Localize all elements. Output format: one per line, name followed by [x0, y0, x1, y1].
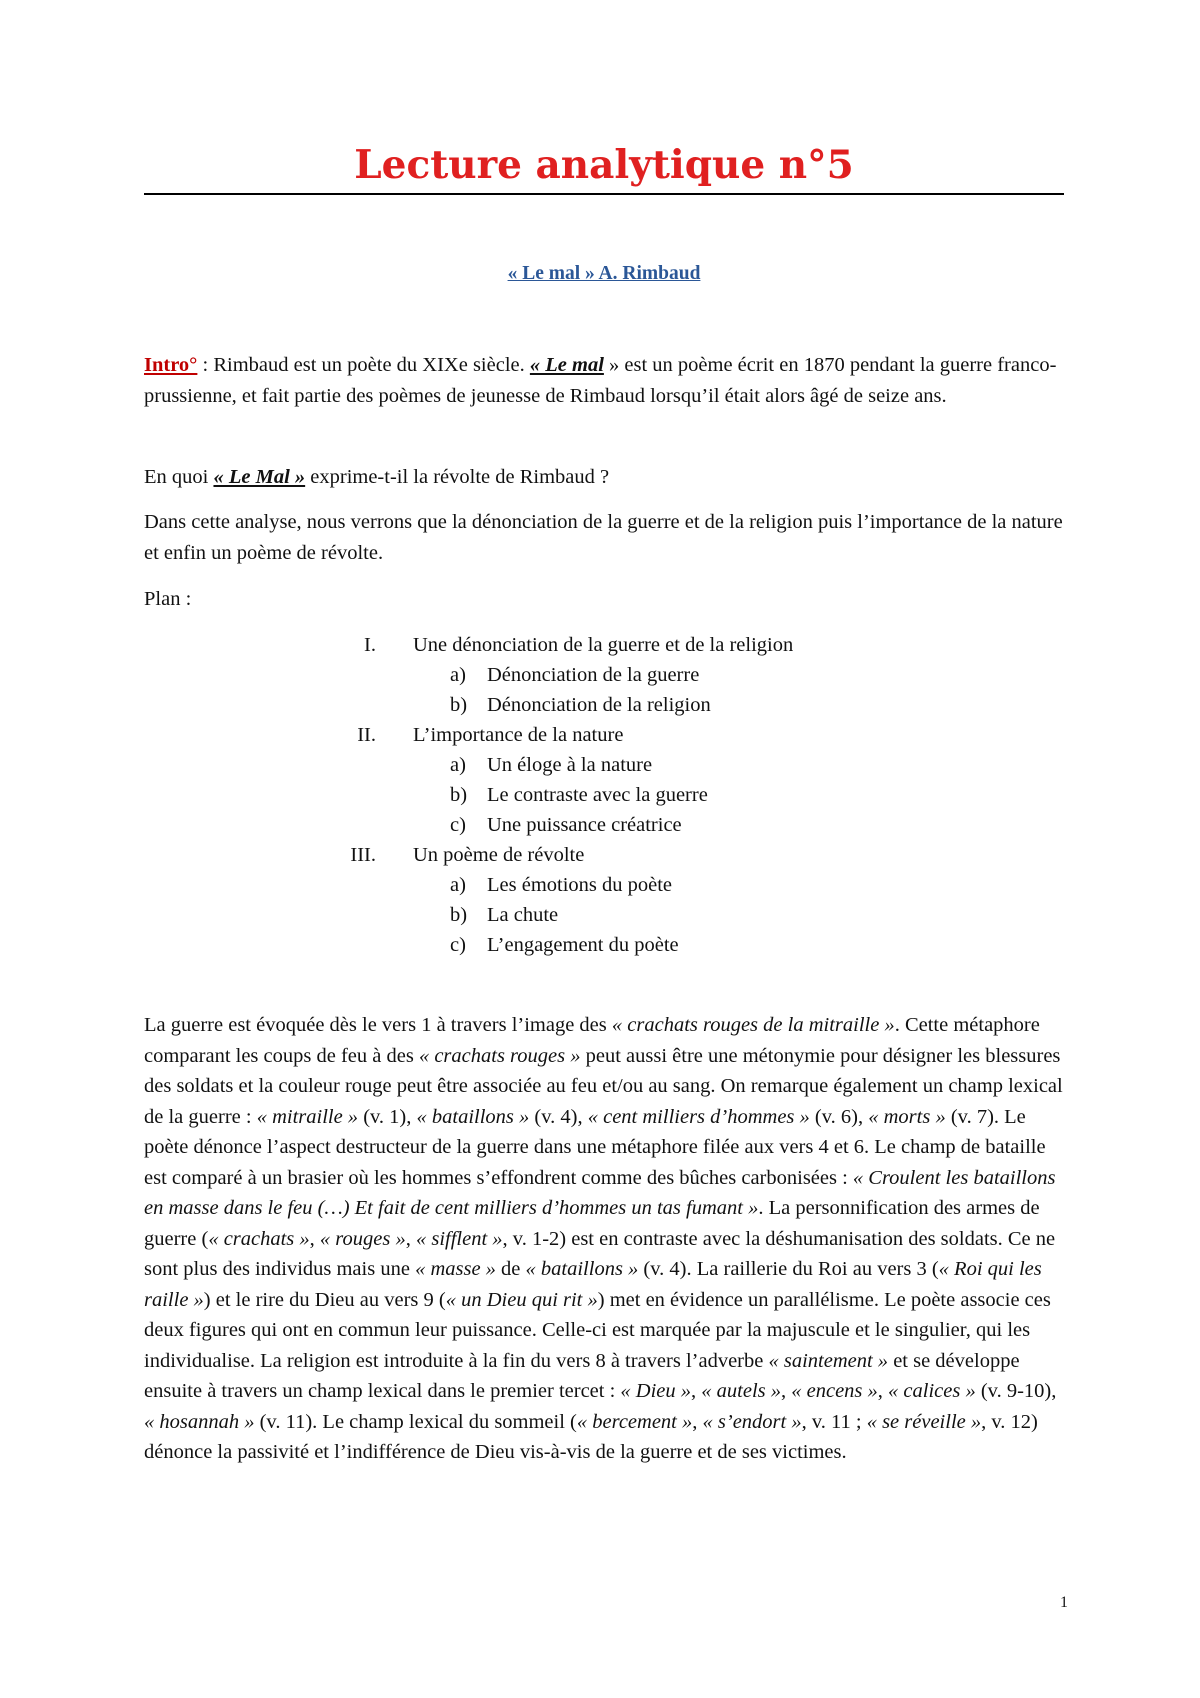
quotation: « un Dieu qui rit » [445, 1288, 598, 1311]
plan-subpart-letter: b) [450, 694, 468, 716]
plan-part-title: Une dénonciation de la guerre et de la religion [413, 634, 794, 656]
quotation: « bercement » [576, 1410, 693, 1433]
question-poem-title: « Le Mal » [213, 466, 306, 488]
plan-label: Plan : [144, 588, 192, 610]
quotation: « s’endort » [702, 1410, 802, 1433]
plan-subpart-title: Les émotions du poète [487, 874, 673, 896]
quotation: « Dieu » [620, 1380, 692, 1402]
plan-subpart-letter: b) [450, 904, 468, 926]
plan-subpart-letter: c) [450, 814, 466, 836]
intro-poem-title: « Le mal [529, 354, 604, 376]
quotation: « bataillons » [416, 1105, 530, 1128]
plan-subpart-letter: a) [450, 874, 466, 896]
quotation: « crachats rouges de la mitraille » [611, 1014, 895, 1036]
page-title: Lecture analytique n°5 [354, 142, 854, 188]
quotation: « Croulent les bataillons en masse dans le feu (…) Et fait de cent milliers d’hommes un tas fumant » [144, 1166, 1056, 1219]
quotation: « bataillons » [525, 1258, 639, 1280]
problematic-question: En quoi « Le Mal » exprime-t-il la révolte de Rimbaud ? [144, 466, 610, 488]
plan-part-number: II. [357, 724, 376, 746]
quotation: « saintement » [768, 1349, 889, 1372]
plan-subpart-title: L’engagement du poète [487, 934, 679, 956]
plan-subpart-title: Un éloge à la nature [487, 754, 653, 776]
plan-part-title: L’importance de la nature [413, 724, 624, 746]
intro-paragraph: Intro° : Rimbaud est un poète du XIXe siècle. « Le mal » est un poème écrit en 1870 pendant la guerre franco-prussienne, et fait partie des poèmes de jeunesse de Rimbaud lorsqu’il était alors âgé de seize ans. [144, 354, 1057, 407]
intro-label: Intro° [144, 354, 198, 376]
quotation: « rouges » [319, 1227, 406, 1250]
quotation: « Roi qui les raille » [144, 1258, 1042, 1311]
quotation: « autels » [701, 1380, 781, 1402]
page-number: 1 [1060, 1594, 1068, 1611]
analysis-paragraph: La guerre est évoquée dès le vers 1 à travers l’image des « crachats rouges de la mitraille ». Cette métaphore comparant les coups de feu à des « crachats rouges » peut aussi être une métonymie pour désigner les blessures des soldats et la couleur rouge peut être associée au feu et/ou au sang. On remarque également un champ lexical de la guerre : « mitraille » (v. 1), « bataillons » (v. 4), « cent milliers d’hommes » (v. 6), « morts » (v. 7). Le poète dénonce l’aspect destructeur de la guerre dans une métaphore filée aux vers 4 et 6. Le champ de bataille est comparé à un brasier où les hommes s’effondrent comme des bûches carbonisées : « Croulent les bataillons en masse dans le feu (…) Et fait de cent milliers d’hommes un tas fumant ». La personnification des armes de guerre (« crachats », « rouges », « sifflent », v. 1-2) est en contraste avec la déshumanisation des soldats. Ce ne sont plus des individus mais une « masse » de « bataillons » (v. 4). La raillerie du Roi au vers 3 (« Roi qui les raille ») et le rire du Dieu au vers 9 (« un Dieu qui rit ») met en évidence un parallélisme. Le poète associe ces deux figures qui ont en commun leur puissance. Celle-ci est marquée par la majuscule et le singulier, qui les individualise. La religion est introduite à la fin du vers 8 à travers l’adverbe « saintement » et se développe ensuite à travers un champ lexical dans le premier tercet : « Dieu », « autels », « encens », « calices » (v. 9-10), « hosannah » (v. 11). Le champ lexical du sommeil (« bercement », « s’endort », v. 11 ; « se réveille », v. 12) dénonce la passivité et l’indifférence de Dieu vis-à-vis de la guerre et de ses victimes. [144, 1014, 1063, 1463]
quotation: « calices » [888, 1380, 976, 1402]
plan-subpart-letter: a) [450, 754, 466, 776]
plan-subpart-title: Le contraste avec la guerre [487, 784, 708, 806]
quotation: « mitraille » [256, 1105, 359, 1128]
quotation: « hosannah » [144, 1410, 255, 1433]
quotation: « crachats » [208, 1227, 310, 1250]
plan-subpart-title: Une puissance créatrice [487, 814, 682, 836]
plan-part-number: I. [364, 634, 376, 656]
quotation: « crachats rouges » [418, 1044, 581, 1067]
plan-subpart-letter: c) [450, 934, 466, 956]
plan-subpart-letter: a) [450, 664, 466, 686]
plan-subpart-title: Dénonciation de la guerre [487, 664, 700, 686]
quotation: « se réveille » [866, 1410, 982, 1433]
plan-subpart-letter: b) [450, 784, 468, 806]
title-underline-rule [144, 193, 1064, 195]
plan-subpart-title: Dénonciation de la religion [487, 694, 711, 716]
quotation: « sifflent » [415, 1227, 503, 1250]
subtitle: « Le mal » A. Rimbaud [507, 263, 701, 284]
quotation: « cent milliers d’hommes » [587, 1105, 810, 1128]
quotation: « masse » [415, 1258, 496, 1280]
plan-subpart-title: La chute [487, 904, 559, 926]
plan-part-number: III. [350, 844, 376, 866]
plan-part-title: Un poème de révolte [413, 844, 585, 866]
announcement-paragraph: Dans cette analyse, nous verrons que la dénonciation de la guerre et de la religion puis l’importance de la nature et enfin un poème de révolte. [144, 511, 1063, 564]
quotation: « encens » [791, 1380, 878, 1402]
quotation: « morts » [868, 1105, 946, 1128]
